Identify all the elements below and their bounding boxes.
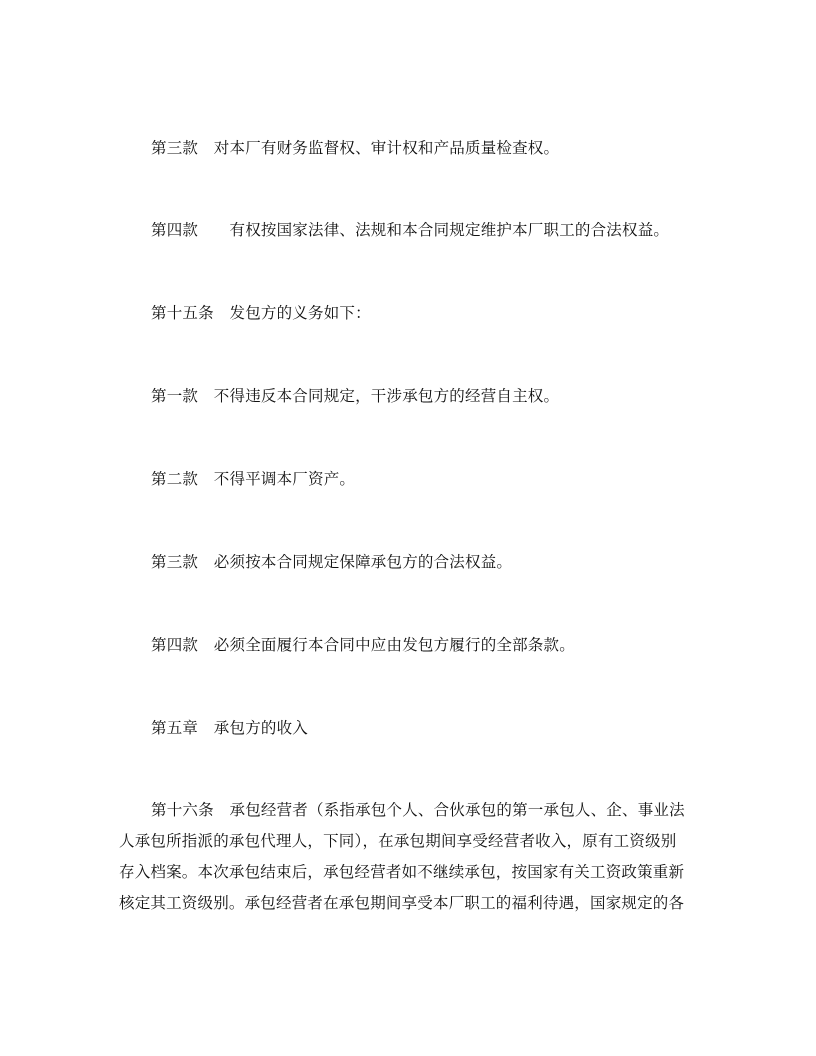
article-16-line-2: 人承包所指派的承包代理人，下同），在承包期间享受经营者收入，原有工资级别 xyxy=(119,832,677,850)
clause-3-supervision: 第三款 对本厂有财务监督权、审计权和产品质量检查权。 xyxy=(151,139,560,157)
article-15-heading: 第十五条 发包方的义务如下： xyxy=(151,304,371,322)
clause-2-no-transfer: 第二款 不得平调本厂资产。 xyxy=(151,470,356,488)
article-16-line-3: 存入档案。本次承包结束后，承包经营者如不继续承包，按国家有关工资政策重新 xyxy=(119,863,685,881)
article-16-paragraph xyxy=(119,795,699,919)
clause-4-worker-rights: 第四款 有权按国家法律、法规和本合同规定维护本厂职工的合法权益。 xyxy=(151,221,670,239)
clause-4-fulfill-terms: 第四款 必须全面履行本合同中应由发包方履行的全部条款。 xyxy=(151,636,575,654)
clause-3-protect-rights: 第三款 必须按本合同规定保障承包方的合法权益。 xyxy=(151,553,513,571)
clause-1-no-interference: 第一款 不得违反本合同规定，干涉承包方的经营自主权。 xyxy=(151,387,560,405)
chapter-5-heading: 第五章 承包方的收入 xyxy=(151,719,309,737)
article-16-line-4: 核定其工资级别。承包经营者在承包期间享受本厂职工的福利待遇，国家规定的各 xyxy=(119,894,685,912)
article-16-line-1: 第十六条 承包经营者（系指承包个人、合伙承包的第一承包人、企、事业法 xyxy=(151,801,685,819)
